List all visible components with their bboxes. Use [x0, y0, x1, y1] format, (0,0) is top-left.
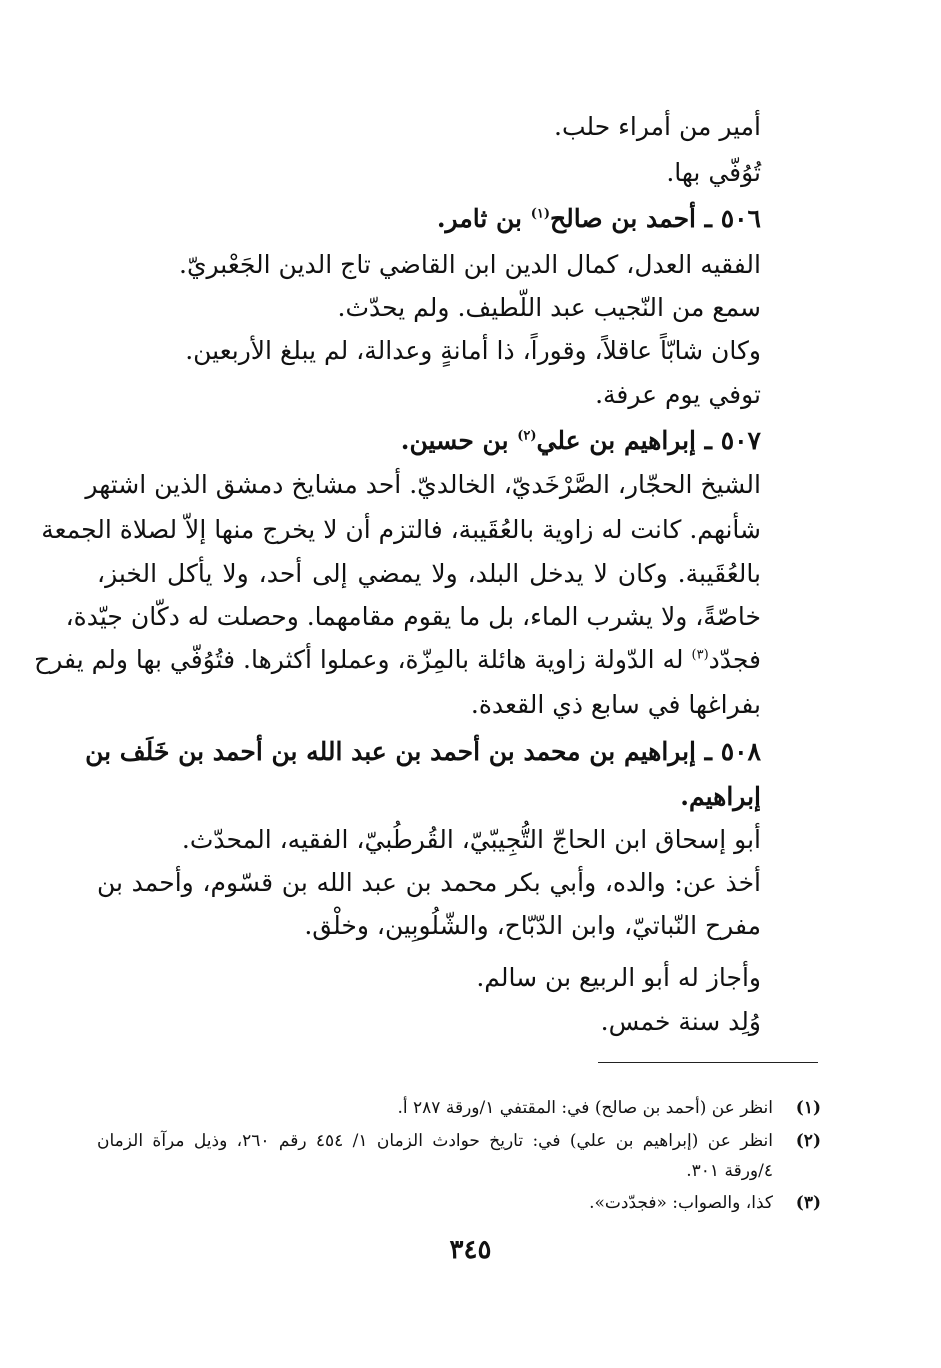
page-number: ٣٤٥ [449, 1235, 492, 1265]
text-line: وكان شابّاً عاقلاً، وقوراً، ذا أمانةٍ وعدالة، لم يبلغ الأربعين. [185, 336, 761, 365]
text-line: سمع من النّجيب عبد اللّطيف. ولم يحدّث. [337, 293, 761, 322]
footnote-ref: (٢) [517, 428, 537, 444]
footnote-2-cont: ٤/ورقة ٣٠١. [686, 1161, 773, 1181]
text-line: بالعُقَيبة. وكان لا يدخل البلد، ولا يمضي إلى أحد، ولا يأكل الخبز، [97, 559, 761, 588]
footnote-1: (١)انظر عن (أحمد بن صالح) في: المقتفي ١/ورقة ٢٨٧ أ. [397, 1098, 821, 1118]
text-line: أبو إسحاق ابن الحاجّ التُّجِيبّيّ، القُرطُبيّ، الفقيه، المحدّث. [181, 825, 761, 854]
footnote-number: (١) [795, 1098, 821, 1118]
text-line: وأجاز له أبو الربيع بن سالم. [476, 963, 761, 992]
footnote-ref: (١) [530, 206, 550, 222]
text-line: وُلِد سنة خمس. [600, 1007, 761, 1036]
text-line: أخذ عن: والده، وأبي بكر محمد بن عبد الله بن قسّوم، وأحمد بن [97, 868, 761, 897]
footnote-ref: (٣) [691, 647, 709, 663]
text-line: خاصّةً، ولا يشرب الماء، بل ما يقوم مقامهما. وحصلت له دكّان جيّدة، [65, 602, 761, 631]
footnote-2: (٢)انظر عن (إبراهيم بن علي) في: تاريخ حوادث الزمان ١/ ٤٥٤ رقم ٢٦٠، وذيل مرآة الزمان [97, 1131, 821, 1151]
text-line: أمير من أمراء حلب. [554, 112, 761, 141]
text-line: تُوُفّي بها. [666, 158, 761, 187]
text-line: الفقيه العدل، كمال الدين ابن القاضي تاج الدين الجَعْبريّ. [179, 250, 761, 279]
entry-heading-507: ٥٠٧ ـ إبراهيم بن علي$^{(٢)}$ بن حسين. [400, 426, 761, 455]
entry-heading-508: ٥٠٨ ـ إبراهيم بن محمد بن أحمد بن عبد الله بن أحمد بن خَلَف بن [85, 737, 761, 766]
text-line: الشيخ الحجّار، الصَّرْخَديّ، الخالديّ. أحد مشايخ دمشق الذين اشتهر [85, 470, 761, 499]
entry-heading-506: ٥٠٦ ـ أحمد بن صالح$^{(١)}$ بن ثامر. [436, 204, 761, 233]
entry-heading-508-cont: إبراهيم. [680, 782, 761, 811]
text-line: بفراغها في سابع ذي القعدة. [470, 690, 761, 719]
footnote-number: (٣) [795, 1193, 821, 1213]
text-line: فجدّد$^{(٣)}$ له الدّولة زاوية هائلة بالمِزّة، وعملوا أكثرها. فتُوُفّي بها ولم يفرح [34, 645, 761, 674]
footnote-number: (٢) [795, 1131, 821, 1151]
footnote-3: (٣)كذا، والصواب: «فجدّدت». [589, 1193, 821, 1213]
footnote-divider [598, 1062, 818, 1063]
text-line: توفي يوم عرفة. [595, 380, 761, 409]
text-line: مفرح النّباتيّ، وابن الدّبّاح، والشّلُوبِين، وخلْق. [304, 911, 761, 940]
text-line: شأنهم. كانت له زاوية بالعُقَيبة، فالتزم أن لا يخرج منها إلاّ لصلاة الجمعة [41, 515, 761, 544]
